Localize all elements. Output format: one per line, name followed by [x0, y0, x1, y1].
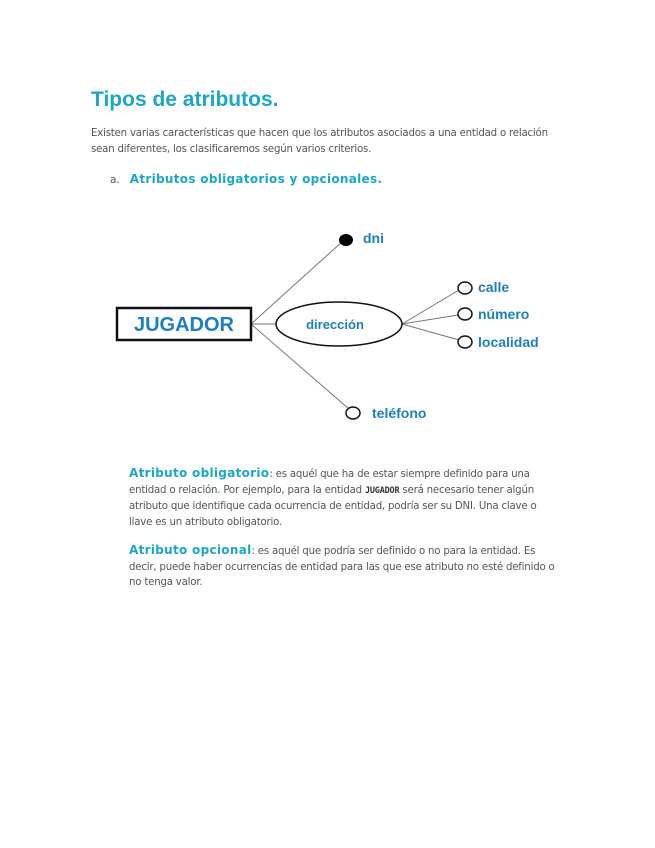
optional-term: Atributo opcional [129, 543, 252, 557]
attribute-label-telefono: teléfono [372, 405, 427, 421]
mandatory-attribute-dot-icon [339, 234, 353, 246]
mandatory-text-a: : es aquél que ha de estar siempre definido para una entidad o relación. Por ejemplo, para la entidad [129, 469, 530, 496]
mandatory-text-b: será necesario tener algún atributo que identifique cada ocurrencia de entidad, podría ser su DNI. Una clave o llave es un atributo obligatorio. [129, 484, 537, 528]
connector-localidad [402, 324, 459, 340]
optional-text: : es aquél que podría ser definido o no para la entidad. Es decir, puede haber ocurrencias de entidad para las que ese atributo no esté definido o no tenga valor. [129, 546, 555, 588]
entity-label: JUGADOR [133, 314, 235, 336]
optional-attribute-circle-icon [458, 282, 472, 294]
page-title: Tipos de atributos. [91, 88, 279, 111]
optional-paragraph [129, 543, 561, 591]
connector-calle [402, 290, 459, 324]
attribute-label-localidad: localidad [478, 334, 539, 350]
optional-attribute-circle-icon [458, 336, 472, 348]
list-marker: a. [110, 174, 120, 186]
section-heading-text: Atributos obligatorios y opcionales. [129, 172, 383, 186]
optional-attribute-circle-icon [458, 308, 472, 320]
mandatory-term: Atributo obligatorio [129, 466, 270, 480]
attribute-label-dni: dni [363, 230, 384, 246]
attribute-label-numero: número [478, 306, 530, 322]
composite-attribute-label: dirección [306, 317, 364, 332]
optional-attribute-circle-icon [346, 407, 360, 419]
mandatory-paragraph [129, 466, 561, 530]
mandatory-entity: JUGADOR [364, 485, 400, 496]
attribute-label-calle: calle [478, 279, 510, 295]
intro-paragraph: Existen varias características que hacen que los atributos asociados a una entidad o relación sean diferentes, los clasificaremos según varios criterios. [91, 128, 548, 155]
